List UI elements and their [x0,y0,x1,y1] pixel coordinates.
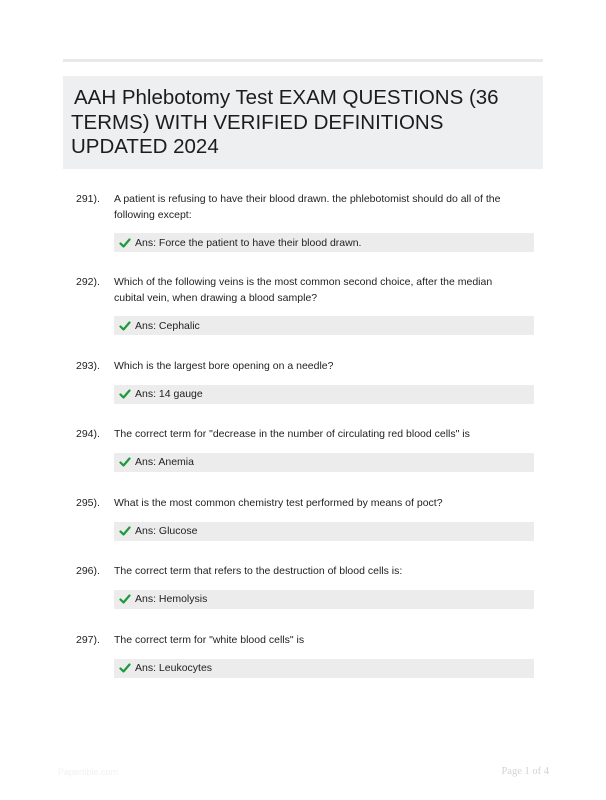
page-indicator: Page 1 of 4 [501,766,549,777]
check-icon [119,662,131,674]
question-text: The correct term that refers to the destruction of blood cells is: [114,565,403,577]
answer-box [114,659,534,678]
check-icon [119,593,131,605]
check-icon [119,237,131,249]
question-item [63,185,543,268]
answer-text: Ans: Leukocytes [135,662,213,674]
watermark-text: Papertible.com [58,767,119,777]
answer-box [114,233,534,252]
question-text: Which is the largest bore opening on a needle? [114,360,334,372]
document-title: AAH Phlebotomy Test EXAM QUESTIONS (36 TERMS) WITH VERIFIED DEFINITIONS UPDATED 2024 [71,86,499,158]
question-text: What is the most common chemistry test performed by means of poct? [114,497,443,509]
question-item [63,420,543,489]
question-text: A patient is refusing to have their blood drawn. the phlebotomist should do all of the following except: [114,193,501,221]
question-item [63,352,543,420]
question-number: 296). [76,565,100,577]
check-icon [119,388,131,400]
question-text: The correct term for "decrease in the number of circulating red blood cells" is [114,428,470,440]
title-banner [63,76,543,169]
answer-box [114,453,534,472]
question-number: 291). [76,193,100,205]
answer-box [114,522,534,541]
answer-text: Ans: 14 gauge [135,388,203,400]
answer-text: Ans: Anemia [135,456,194,468]
answer-box [114,590,534,609]
answer-text: Ans: Hemolysis [135,593,208,605]
question-text: The correct term for "white blood cells" is [114,634,305,646]
question-number: 295). [76,497,100,509]
check-icon [119,456,131,468]
check-icon [119,525,131,537]
top-divider [63,59,543,62]
check-icon [119,320,131,332]
answer-box [114,385,534,404]
question-item [63,626,543,694]
question-item [63,489,543,557]
question-number: 292). [76,276,100,288]
answer-text: Ans: Glucose [135,525,198,537]
question-number: 294). [76,428,100,440]
question-number: 293). [76,360,100,372]
question-item [63,268,543,352]
question-list [63,185,543,694]
question-item [63,557,543,626]
question-text: Which of the following veins is the most common second choice, after the median cubital vein, when drawing a blood sample? [114,276,493,304]
question-number: 297). [76,634,100,646]
answer-text: Ans: Cephalic [135,319,200,332]
answer-box [114,316,534,335]
answer-text: Ans: Force the patient to have their blood drawn. [135,236,362,249]
